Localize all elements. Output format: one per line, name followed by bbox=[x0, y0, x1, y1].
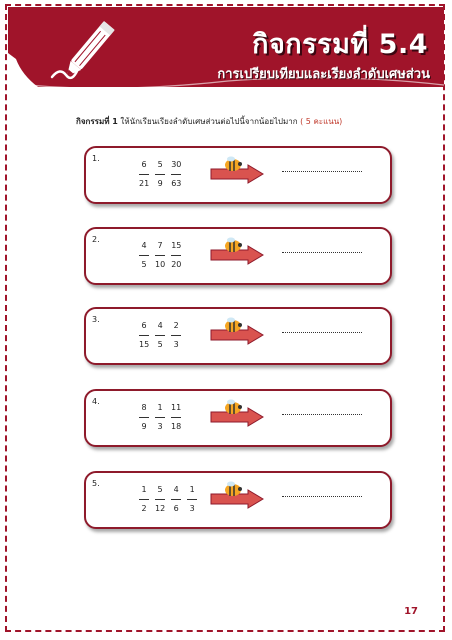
numerator: 1 bbox=[189, 485, 195, 494]
fraction bbox=[139, 160, 149, 189]
answer-line[interactable] bbox=[282, 496, 362, 497]
bee-icon bbox=[222, 399, 244, 415]
bee-icon bbox=[222, 481, 244, 497]
fraction bbox=[155, 160, 165, 189]
denominator: 21 bbox=[139, 179, 150, 188]
denominator: 10 bbox=[155, 260, 166, 269]
numerator: 11 bbox=[171, 403, 182, 412]
fraction bbox=[171, 241, 181, 270]
fraction bbox=[139, 485, 149, 514]
numerator: 2 bbox=[173, 321, 179, 330]
numerator: 7 bbox=[157, 241, 163, 250]
denominator: 20 bbox=[171, 260, 182, 269]
denominator: 18 bbox=[171, 422, 182, 431]
fraction bbox=[171, 321, 181, 350]
instruction-lead: กิจกรรมที่ 1 bbox=[76, 117, 118, 126]
numerator: 15 bbox=[171, 241, 182, 250]
numerator: 1 bbox=[141, 485, 147, 494]
question-box-4 bbox=[84, 389, 392, 447]
question-number: 4. bbox=[92, 397, 100, 406]
question-box-1 bbox=[84, 146, 392, 204]
fraction bbox=[155, 403, 165, 432]
answer-line[interactable] bbox=[282, 332, 362, 333]
bee-icon bbox=[222, 237, 244, 253]
denominator: 3 bbox=[173, 340, 179, 349]
denominator: 9 bbox=[157, 179, 163, 188]
denominator: 9 bbox=[141, 422, 147, 431]
fraction bbox=[155, 241, 165, 270]
fraction bbox=[139, 403, 149, 432]
fraction-list bbox=[139, 321, 181, 350]
numerator: 4 bbox=[141, 241, 147, 250]
answer-line[interactable] bbox=[282, 414, 362, 415]
fraction bbox=[155, 485, 165, 514]
numerator: 6 bbox=[141, 160, 147, 169]
bee-icon bbox=[222, 156, 244, 172]
question-box-3 bbox=[84, 307, 392, 365]
fraction-list bbox=[139, 241, 181, 270]
denominator: 6 bbox=[173, 504, 179, 513]
numerator: 5 bbox=[157, 160, 163, 169]
numerator: 4 bbox=[157, 321, 163, 330]
denominator: 5 bbox=[157, 340, 163, 349]
bee-icon bbox=[222, 317, 244, 333]
fraction bbox=[171, 160, 181, 189]
question-box-5 bbox=[84, 471, 392, 529]
denominator: 3 bbox=[157, 422, 163, 431]
answer-line[interactable] bbox=[282, 171, 362, 172]
instruction bbox=[76, 115, 342, 128]
numerator: 4 bbox=[173, 485, 179, 494]
denominator: 2 bbox=[141, 504, 147, 513]
denominator: 63 bbox=[171, 179, 182, 188]
denominator: 15 bbox=[139, 340, 150, 349]
numerator: 5 bbox=[157, 485, 163, 494]
question-number: 1. bbox=[92, 154, 100, 163]
fraction-list bbox=[139, 403, 181, 432]
denominator: 5 bbox=[141, 260, 147, 269]
numerator: 6 bbox=[141, 321, 147, 330]
fraction bbox=[139, 241, 149, 270]
question-number: 3. bbox=[92, 315, 100, 324]
page-subtitle: การเปรียบเทียบและเรียงลำดับเศษส่วน bbox=[217, 67, 430, 82]
page-title: กิจกรรมที่ 5.4 bbox=[252, 29, 428, 60]
denominator: 3 bbox=[189, 504, 195, 513]
fraction bbox=[171, 485, 181, 514]
instruction-text: ให้นักเรียนเรียงลำดับเศษส่วนต่อไปนี้จากน้อยไปมาก bbox=[120, 117, 298, 126]
answer-line[interactable] bbox=[282, 252, 362, 253]
instruction-points: ( 5 คะแนน) bbox=[300, 117, 343, 126]
fraction bbox=[155, 321, 165, 350]
fraction-list bbox=[139, 485, 197, 514]
numerator: 30 bbox=[171, 160, 182, 169]
question-box-2 bbox=[84, 227, 392, 285]
fraction-list bbox=[139, 160, 181, 189]
question-number: 2. bbox=[92, 235, 100, 244]
numerator: 8 bbox=[141, 403, 147, 412]
fraction bbox=[171, 403, 181, 432]
numerator: 1 bbox=[157, 403, 163, 412]
page-number: 17 bbox=[404, 606, 418, 617]
fraction bbox=[187, 485, 197, 514]
denominator: 12 bbox=[155, 504, 166, 513]
question-number: 5. bbox=[92, 479, 100, 488]
fraction bbox=[139, 321, 149, 350]
